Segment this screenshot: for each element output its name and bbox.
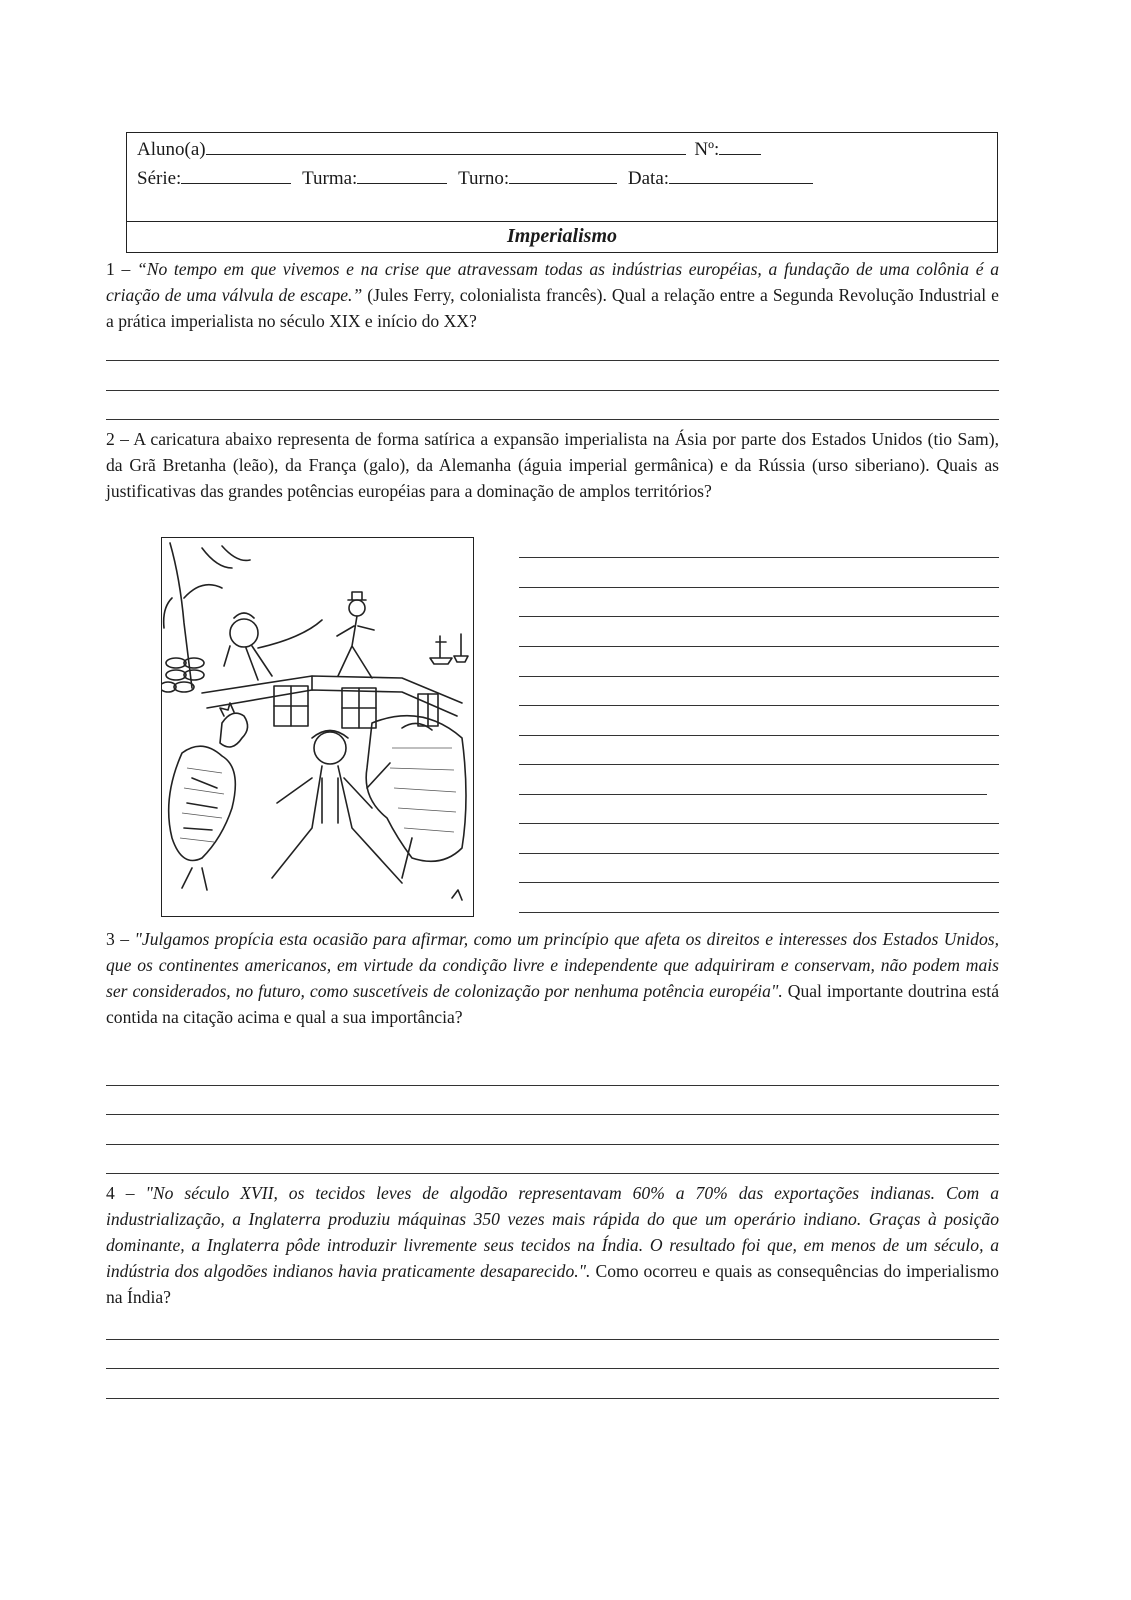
question-4-number: 4 – xyxy=(106,1183,135,1203)
turma-blank[interactable] xyxy=(357,166,447,184)
class-info-row xyxy=(137,166,813,190)
answer-line[interactable] xyxy=(519,823,999,824)
question-1-quote: “No tempo em que vivemos e na crise que atravessam todas as indústrias européias, a fundação de uma colônia é a criação de uma válvula de escape.” xyxy=(106,259,999,305)
answer-line[interactable] xyxy=(519,912,999,913)
header-divider xyxy=(127,221,997,222)
question-3-quote: "Julgamos propícia esta ocasião para afirmar, como um princípio que afeta os direitos e interesses dos Estados Unidos, que os continentes americanos, em virtude da condição livre e independente que adquiriram e conservam, não podem mais ser considerados, no futuro, como suscetíveis de colonização por nenhuma potência européia". xyxy=(106,929,999,1001)
numero-label: Nº: xyxy=(694,139,720,160)
serie-label: Série: xyxy=(137,168,182,189)
answer-line[interactable] xyxy=(519,735,999,736)
answer-line[interactable] xyxy=(106,1085,999,1086)
turno-blank[interactable] xyxy=(509,166,617,184)
question-3-number: 3 – xyxy=(106,929,130,949)
turma-label: Turma: xyxy=(302,168,358,189)
answer-line[interactable] xyxy=(519,557,999,558)
page-title: Imperialismo xyxy=(506,225,617,247)
answer-line[interactable] xyxy=(106,360,999,361)
cartoon-drawing xyxy=(162,538,472,915)
question-4-quote: "No século XVII, os tecidos leves de algodão representavam 60% a 70% das exportações indianas. Com a industrialização, a Inglaterra produziu máquinas 350 vezes mais rápida do que um operário indiano. Graças à posição dominante, a Inglaterra pôde introduzir livremente seus tecidos na Índia. O resultado foi que, em menos de um século, a indústria dos algodões indianos havia praticamente desaparecido.". xyxy=(106,1183,999,1281)
question-1-text: (Jules Ferry, colonialista francês). Qual a relação entre a Segunda Revolução Industrial e a prática imperialista no século XIX e início do XX? xyxy=(106,285,999,331)
answer-line[interactable] xyxy=(519,853,999,854)
aluno-label: Aluno(a) xyxy=(137,139,206,160)
answer-line[interactable] xyxy=(106,1339,999,1340)
question-3 xyxy=(106,926,999,1030)
answer-line[interactable] xyxy=(106,1144,999,1145)
question-3-text: Qual importante doutrina está contida na citação acima e qual a sua importância? xyxy=(106,981,999,1027)
student-name-row xyxy=(137,137,761,161)
answer-line[interactable] xyxy=(106,1173,999,1174)
answer-line[interactable] xyxy=(519,794,987,795)
answer-line[interactable] xyxy=(519,764,999,765)
answer-line[interactable] xyxy=(106,390,999,391)
question-4 xyxy=(106,1180,999,1310)
question-2-number: 2 – xyxy=(106,429,129,449)
numero-blank[interactable] xyxy=(719,137,761,155)
answer-line[interactable] xyxy=(106,1398,999,1399)
question-2-text: A caricatura abaixo representa de forma satírica a expansão imperialista na Ásia por parte dos Estados Unidos (tio Sam), da Grã Bretanha (leão), da França (galo), da Alemanha (águia imperial germânica) e da Rússia (urso siberiano). Quais as justificativas das grandes potências européias para a dominação de amplos territórios? xyxy=(106,429,999,501)
answer-line[interactable] xyxy=(519,587,999,588)
serie-blank[interactable] xyxy=(181,166,291,184)
answer-line[interactable] xyxy=(106,1114,999,1115)
question-1 xyxy=(106,256,999,334)
answer-line[interactable] xyxy=(106,419,999,420)
turno-label: Turno: xyxy=(458,168,510,189)
data-blank[interactable] xyxy=(669,166,813,184)
question-4-text: Como ocorreu e quais as consequências do imperialismo na Índia? xyxy=(106,1261,999,1307)
question-2 xyxy=(106,426,999,504)
answer-line[interactable] xyxy=(519,882,999,883)
answer-line[interactable] xyxy=(519,616,999,617)
aluno-blank[interactable] xyxy=(206,137,686,155)
student-info-box xyxy=(126,132,998,253)
question-1-number: 1 – xyxy=(106,259,131,279)
answer-line[interactable] xyxy=(519,676,999,677)
data-label: Data: xyxy=(627,168,670,189)
imperialism-cartoon xyxy=(161,537,474,917)
answer-line[interactable] xyxy=(519,646,999,647)
answer-line[interactable] xyxy=(519,705,999,706)
answer-line[interactable] xyxy=(106,1368,999,1369)
